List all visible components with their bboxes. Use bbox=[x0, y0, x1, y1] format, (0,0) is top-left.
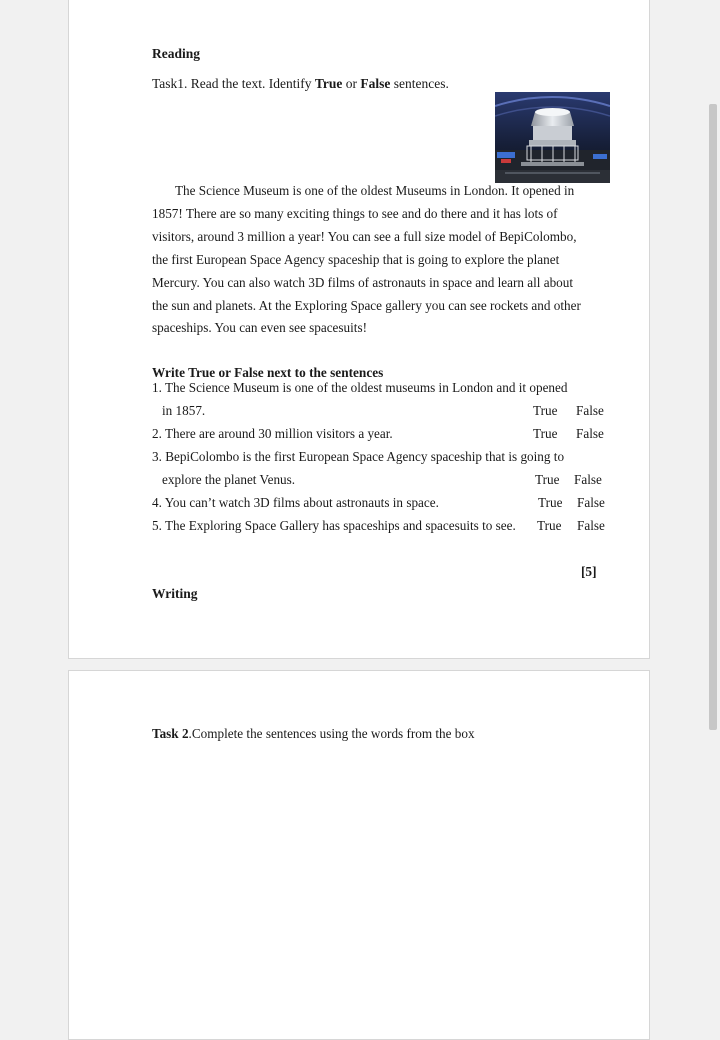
question-2-line-1: 2. There are around 30 million visitors a year. bbox=[152, 426, 393, 441]
task2-instruction: Task 2.Complete the sentences using the words from the box bbox=[152, 726, 475, 741]
question-3-false-option: False bbox=[574, 472, 602, 487]
question-5-line-1: 5. The Exploring Space Gallery has spaceships and spacesuits to see. bbox=[152, 518, 516, 533]
marks-total: [5] bbox=[581, 564, 597, 579]
question-3-line-1: 3. BepiColombo is the first European Space Agency spaceship that is going to bbox=[152, 449, 565, 464]
question-2-false-option: False bbox=[576, 426, 604, 441]
reading-heading: Reading bbox=[152, 46, 201, 61]
passage-line: spaceships. You can even see spacesuits! bbox=[152, 320, 367, 336]
passage-line: 1857! There are so many exciting things to see and do there and it has lots of bbox=[152, 205, 558, 221]
true-false-title: Write True or False next to the sentences bbox=[152, 365, 384, 380]
passage-line: Mercury. You can also watch 3D films of astronauts in space and learn all about bbox=[152, 274, 574, 290]
reading-passage bbox=[152, 180, 602, 340]
task1-instruction: Task1. Read the text. Identify True or False sentences. bbox=[152, 76, 449, 91]
passage-line: the first European Space Agency spaceship that is going to explore the planet bbox=[152, 251, 560, 267]
bepicolombo-model-picture bbox=[495, 92, 610, 183]
question-1-line-1: 1. The Science Museum is one of the oldest museums in London and it opened bbox=[152, 380, 568, 395]
question-4-line-1: 4. You can’t watch 3D films about astronauts in space. bbox=[152, 495, 439, 510]
question-5-false-option: False bbox=[577, 518, 605, 533]
question-1-line-2: in 1857. bbox=[162, 403, 206, 418]
passage-line: visitors, around 3 million a year! You can see a full size model of BepiColombo, bbox=[152, 228, 577, 244]
question-1-false-option: False bbox=[576, 403, 604, 418]
passage-line: the sun and planets. At the Exploring Space gallery you can see rockets and other bbox=[152, 297, 581, 313]
question-4-true-option: True bbox=[538, 495, 563, 510]
question-3-line-2: explore the planet Venus. bbox=[162, 472, 296, 487]
document-page-1 bbox=[68, 0, 650, 659]
passage-line: The Science Museum is one of the oldest Museums in London. It opened in bbox=[175, 183, 575, 198]
question-1-true-option: True bbox=[533, 403, 558, 418]
question-4-false-option: False bbox=[577, 495, 605, 510]
document-page-2 bbox=[68, 670, 650, 1040]
question-2-true-option: True bbox=[533, 426, 558, 441]
vertical-scrollbar[interactable] bbox=[709, 104, 717, 730]
question-3-true-option: True bbox=[535, 472, 560, 487]
question-5-true-option: True bbox=[537, 518, 562, 533]
science-museum-photo bbox=[495, 92, 610, 183]
writing-heading: Writing bbox=[152, 586, 198, 601]
